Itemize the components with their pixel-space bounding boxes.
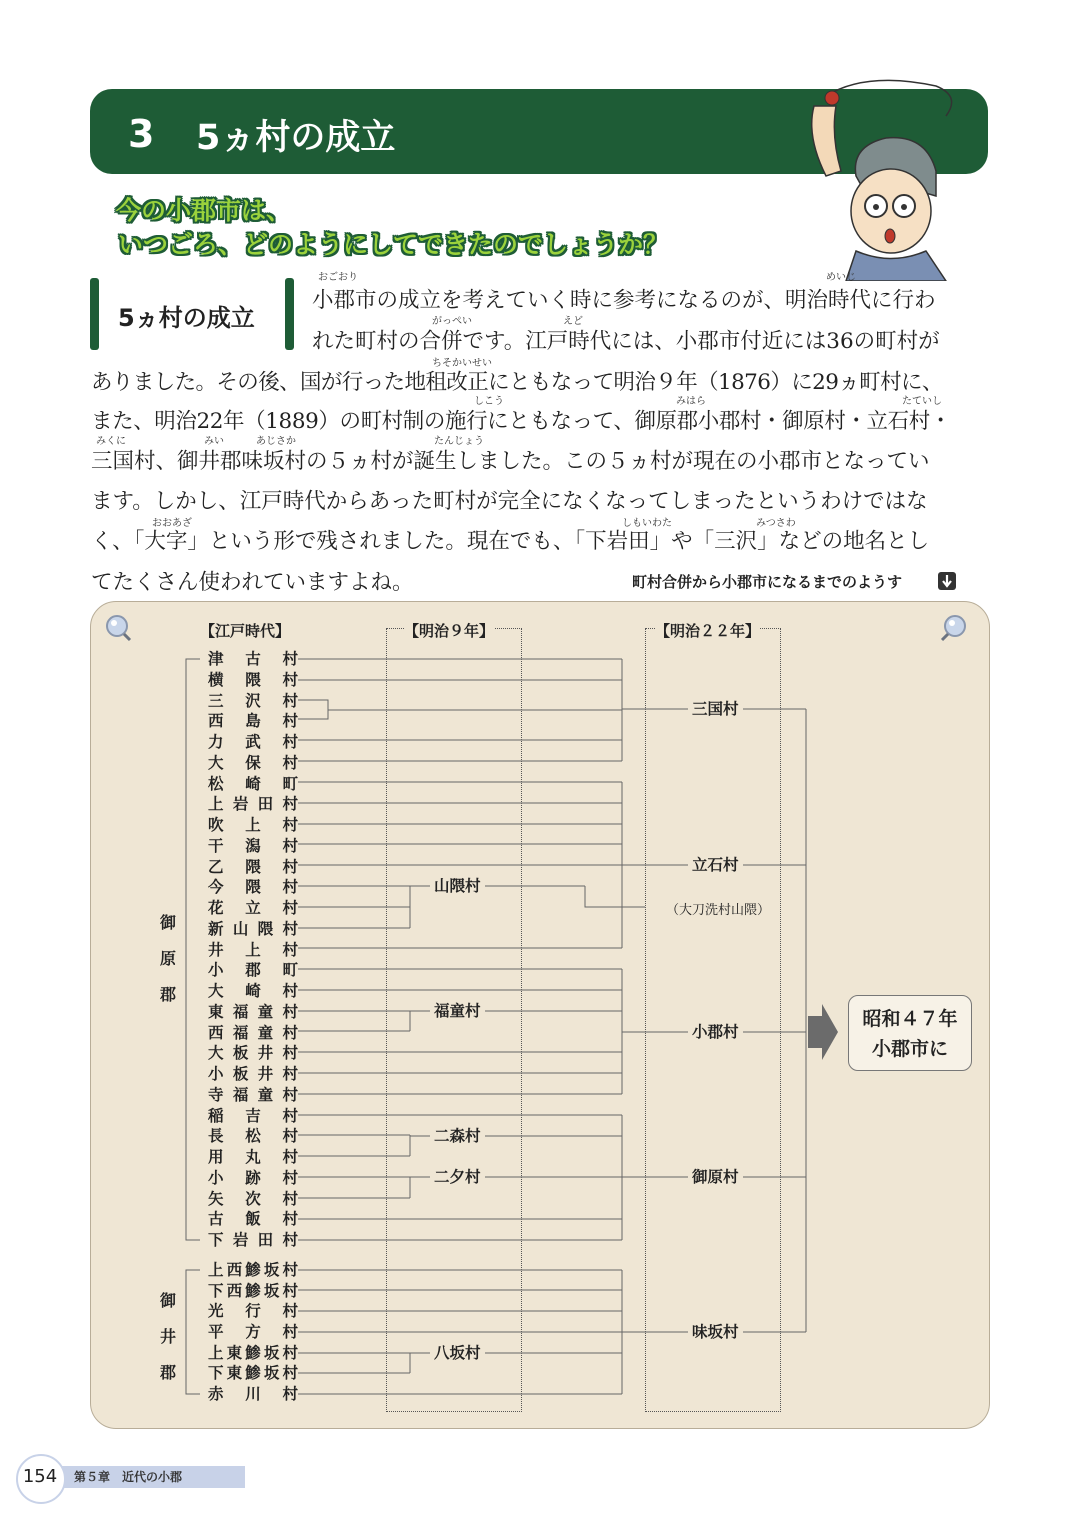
edo-village-char: 西 (226, 1261, 243, 1279)
edo-village-char: 井 (257, 1065, 274, 1083)
edo-village-char: 町 (282, 774, 298, 793)
edo-village-char: 方 (245, 1322, 261, 1341)
edo-village-char: 下 (208, 1281, 224, 1300)
body-line-7: く、「大字」という形で残されました。現在でも、「下岩田」や「三沢」などの地名とし (91, 529, 930, 554)
gun-mihara-char-2: 原 (159, 949, 176, 968)
gun-mii-char-1: 御 (159, 1291, 176, 1310)
page-number: 154 (22, 1466, 58, 1487)
edo-village-char: 坂 (263, 1343, 280, 1362)
body-line-6: ます。しかし、江戸時代からあった町村が完全になくなってしまったというわけではな (91, 489, 928, 514)
edo-village-char: 寺 (208, 1085, 224, 1104)
section-title: 5ヵ村の成立 (196, 118, 396, 158)
edo-village-char: 村 (282, 1231, 298, 1249)
edo-village (208, 857, 298, 877)
edo-village-char: 小 (208, 961, 224, 980)
edo-village-char: 村 (282, 1322, 298, 1341)
edo-village-char: 坂 (263, 1281, 280, 1300)
edo-village-char: 岩 (232, 795, 249, 814)
edo-village-char: 用 (208, 1148, 224, 1166)
edo-village (208, 1023, 298, 1043)
ruby-mitsusawa: みつさわ (756, 518, 796, 529)
edo-village-char: 島 (245, 712, 261, 731)
edo-village-char: 吹 (208, 816, 224, 834)
edo-village-char: 山 (232, 919, 249, 938)
edo-village-char: 村 (282, 1085, 298, 1104)
edo-village-char: 崎 (245, 774, 261, 793)
tachiarai-note: （大刀洗村山隈） (664, 899, 772, 918)
edo-village-char: 力 (208, 733, 224, 751)
edo-village-char: 東 (226, 1364, 243, 1383)
edo-village-char: 村 (282, 940, 298, 959)
edo-village-char: 吉 (245, 1106, 261, 1125)
edo-village (208, 670, 298, 690)
gun-mihara-char-3: 郡 (159, 985, 176, 1004)
ruby-mikuni: みくに (96, 436, 126, 447)
edo-village-char: 村 (282, 733, 298, 751)
edo-village-char: 立 (245, 899, 261, 917)
edo-village (208, 774, 298, 794)
edo-village (208, 1168, 298, 1188)
edo-village-char: 鯵 (245, 1261, 261, 1279)
edo-village-char: 花 (208, 899, 224, 917)
edo-village-char: 板 (232, 1065, 249, 1083)
edo-village (208, 960, 298, 980)
edo-village-char: 稲 (208, 1106, 224, 1125)
edo-village-char: 村 (282, 1281, 298, 1300)
meiji9-yasaka: 八坂村 (430, 1343, 485, 1363)
ruby-tateishi: たていし (902, 396, 942, 407)
edo-village (208, 981, 298, 1001)
edo-village-char: 隈 (245, 670, 261, 689)
edo-village (208, 1281, 298, 1301)
edo-village-char: 古 (208, 1210, 224, 1229)
edo-village-char: 鯵 (245, 1281, 261, 1300)
edo-village-char: 村 (282, 1343, 298, 1362)
edo-village-char: 隈 (245, 857, 261, 876)
edo-village-char: 上 (208, 795, 224, 814)
edo-village-char: 田 (257, 1231, 274, 1249)
edo-village-char: 飯 (245, 1210, 261, 1229)
edo-village-char: 童 (257, 1085, 274, 1104)
edo-village-char: 松 (245, 1127, 261, 1146)
question-line-2: いつごろ、どのようにしてできたのでしょうか？ (118, 230, 669, 259)
edo-village-char: 村 (282, 878, 298, 897)
edo-village-char: 村 (282, 670, 298, 689)
edo-village-char: 新 (208, 919, 224, 938)
edo-village-char: 村 (282, 919, 298, 938)
edo-village-char: 童 (257, 1002, 274, 1021)
question-line-1: 今の小郡市は、 (116, 196, 292, 225)
meiji9-yamaguma: 山隈村 (430, 876, 485, 896)
edo-village-char: 田 (257, 795, 274, 814)
edo-village-char: 小 (208, 1168, 224, 1187)
body-line-1: 小郡市の成立を考えていく時に参考になるのが、明治時代に行わ (312, 288, 936, 313)
edo-village-char: 平 (208, 1322, 224, 1341)
chart-caption: 町村合併から小郡市になるまでのようす (632, 573, 903, 591)
meiji22-ajisaka: 味坂村 (688, 1322, 743, 1342)
edo-village-char: 村 (282, 836, 298, 855)
edo-village-char: 津 (208, 650, 224, 668)
edo-village-char: 井 (208, 940, 224, 959)
edo-village (208, 1106, 298, 1126)
edo-village-char: 村 (282, 1261, 298, 1279)
edo-village-char: 村 (282, 795, 298, 814)
edo-village-char: 坂 (263, 1261, 280, 1279)
edo-village-char: 鯵 (245, 1364, 261, 1383)
edo-village-char: 下 (208, 1231, 224, 1249)
meiji22-mikuni: 三国村 (688, 699, 743, 719)
col-head-meiji22: 【明治２２年】 (655, 622, 761, 640)
edo-village (208, 732, 298, 752)
edo-village-char: 上 (245, 940, 261, 959)
edo-village (208, 1064, 298, 1084)
edo-village-char: 坂 (263, 1364, 280, 1383)
edo-village (208, 711, 298, 731)
edo-village-char: 小 (208, 1065, 224, 1083)
edo-village-char: 村 (282, 857, 298, 876)
meiji9-futayu: 二夕村 (430, 1167, 485, 1187)
edo-village (208, 1363, 298, 1383)
edo-village-char: 村 (282, 1384, 298, 1403)
edo-village-char: 村 (282, 1168, 298, 1187)
edo-village-char: 横 (208, 670, 224, 689)
edo-village (208, 691, 298, 711)
ruby-gappei: がっぺい (432, 316, 472, 327)
meiji22-ogori: 小郡村 (688, 1022, 743, 1042)
edo-village-char: 村 (282, 1065, 298, 1083)
section-number: 3 (128, 112, 155, 156)
body-line-3: ありました。その後、国が行った地租改正にともなって明治９年（1876）に29ヵ町村に、 (91, 370, 943, 395)
edo-village-char: 上 (208, 1261, 224, 1279)
edo-village (208, 1189, 298, 1209)
edo-village-char: 村 (282, 816, 298, 834)
edo-village-char: 上 (208, 1343, 224, 1362)
edo-village-char: 大 (208, 1044, 224, 1063)
edo-village (208, 919, 298, 939)
edo-village-char: 西 (208, 1023, 224, 1042)
meiji22-mihara: 御原村 (688, 1167, 743, 1187)
edo-village-char: 隈 (257, 919, 274, 938)
edo-village (208, 1384, 298, 1404)
ruby-mihara: みはら (676, 396, 706, 407)
result-line-1: 昭和４７年 (862, 1008, 958, 1030)
edo-village (208, 753, 298, 773)
edo-village-char: 丸 (245, 1148, 261, 1166)
edo-village-char: 岩 (232, 1231, 249, 1249)
edo-village-char: 古 (245, 650, 261, 668)
edo-village-char: 沢 (245, 691, 261, 710)
meiji9-fukudo: 福童村 (430, 1001, 485, 1021)
edo-village-char: 村 (282, 1148, 298, 1166)
edo-village (208, 815, 298, 835)
edo-village-char: 次 (245, 1189, 261, 1208)
edo-village-char: 村 (282, 1189, 298, 1208)
edo-village-char: 崎 (245, 982, 261, 1000)
edo-village-char: 大 (208, 982, 224, 1000)
edo-village-char: 武 (245, 733, 261, 751)
ruby-ooaza: おおあざ (152, 518, 192, 529)
ruby-tanjou: たんじょう (434, 436, 484, 447)
edo-village-char: 今 (208, 878, 224, 897)
edo-village-char: 村 (282, 1364, 298, 1383)
edo-village (208, 1343, 298, 1363)
edo-village (208, 898, 298, 918)
edo-village-char: 川 (245, 1384, 261, 1403)
edo-village-char: 村 (282, 1210, 298, 1229)
ruby-shimoiwata: しもいわた (622, 518, 672, 529)
edo-village-char: 福 (232, 1023, 249, 1042)
edo-village (208, 1301, 298, 1321)
ruby-shikou: しこう (474, 396, 504, 407)
edo-village-char: 保 (245, 753, 261, 772)
edo-village-char: 三 (208, 691, 224, 710)
edo-village-char: 干 (208, 836, 224, 855)
body-line-4: また、明治22年（1889）の町村制の施行にともなって、御原郡小郡村・御原村・立石村・ (91, 409, 951, 434)
edo-village-char: 隈 (245, 878, 261, 897)
edo-village-char: 大 (208, 753, 224, 772)
edo-village-char: 村 (282, 1302, 298, 1321)
edo-village-char: 長 (208, 1127, 224, 1146)
edo-village (208, 836, 298, 856)
edo-village (208, 940, 298, 960)
edo-village-char: 松 (208, 774, 224, 793)
edo-village-char: 村 (282, 650, 298, 668)
edo-village-char: 郡 (245, 961, 261, 980)
edo-village-char: 西 (208, 712, 224, 731)
ruby-ajisaka: あじさか (256, 436, 296, 447)
edo-village-char: 村 (282, 1002, 298, 1021)
edo-village-char: 矢 (208, 1189, 224, 1208)
edo-village-char: 跡 (245, 1168, 261, 1187)
edo-village-char: 潟 (245, 836, 261, 855)
edo-village-char: 村 (282, 982, 298, 1000)
edo-village-char: 板 (232, 1044, 249, 1063)
edo-village-char: 福 (232, 1085, 249, 1104)
edo-village (208, 1002, 298, 1022)
edo-village (208, 649, 298, 669)
edo-village-char: 下 (208, 1364, 224, 1383)
edo-village-char: 上 (245, 816, 261, 834)
edo-village (208, 877, 298, 897)
edo-village-char: 井 (257, 1044, 274, 1063)
edo-village (208, 794, 298, 814)
edo-village (208, 1322, 298, 1342)
chapter-label: 第５章 近代の小郡 (74, 1470, 183, 1484)
col-head-edo: 【江戸時代】 (200, 622, 291, 640)
gun-mihara-char-1: 御 (159, 913, 176, 932)
col-head-meiji9: 【明治９年】 (404, 622, 495, 640)
subsection-title: 5ヵ村の成立 (118, 304, 255, 332)
ruby-chisokaisei: ちそかいせい (432, 358, 492, 369)
meiji9-futamori: 二森村 (430, 1126, 485, 1146)
result-arrow-icon (808, 1004, 838, 1060)
edo-village (208, 1126, 298, 1146)
edo-village-char: 行 (245, 1302, 261, 1321)
ruby-meiji: めいじ (826, 272, 856, 283)
edo-village (208, 1085, 298, 1105)
edo-village-char: 村 (282, 691, 298, 710)
ruby-edo: えど (563, 316, 583, 327)
edo-village (208, 1043, 298, 1063)
edo-village-char: 乙 (208, 857, 224, 876)
edo-village (208, 1230, 298, 1250)
body-line-2: れた町村の合併です。江戸時代には、小郡市付近には36の町村が (312, 329, 940, 354)
edo-village-char: 町 (282, 961, 298, 980)
meiji22-tateishi: 立石村 (688, 855, 743, 875)
ruby-ogori: おごおり (318, 272, 358, 283)
edo-village-char: 福 (232, 1002, 249, 1021)
gun-mii-char-2: 井 (159, 1327, 176, 1346)
ruby-mii: みい (204, 436, 224, 447)
body-line-8: てたくさん使われていますよね。 (91, 570, 414, 595)
edo-village-char: 光 (208, 1302, 224, 1321)
edo-village (208, 1147, 298, 1167)
edo-village-char: 村 (282, 1106, 298, 1125)
gun-mii-char-3: 郡 (159, 1363, 176, 1382)
body-line-5: 三国村、御井郡味坂村の５ヵ村が誕生しました。この５ヵ村が現在の小郡市となってい (91, 449, 930, 474)
edo-village-char: 村 (282, 712, 298, 731)
edo-village-char: 童 (257, 1023, 274, 1042)
edo-village-char: 村 (282, 1044, 298, 1063)
result-line-2: 小郡市に (871, 1038, 948, 1060)
edo-village-char: 鯵 (245, 1343, 261, 1362)
edo-village-char: 赤 (208, 1384, 224, 1403)
edo-village-char: 東 (226, 1343, 243, 1362)
edo-village (208, 1260, 298, 1280)
edo-village-char: 東 (208, 1002, 224, 1021)
edo-village-char: 村 (282, 899, 298, 917)
edo-village-char: 村 (282, 753, 298, 772)
edo-village (208, 1209, 298, 1229)
result-box (848, 995, 972, 1071)
edo-village-char: 村 (282, 1127, 298, 1146)
edo-village-char: 村 (282, 1023, 298, 1042)
edo-village-char: 西 (226, 1281, 243, 1300)
